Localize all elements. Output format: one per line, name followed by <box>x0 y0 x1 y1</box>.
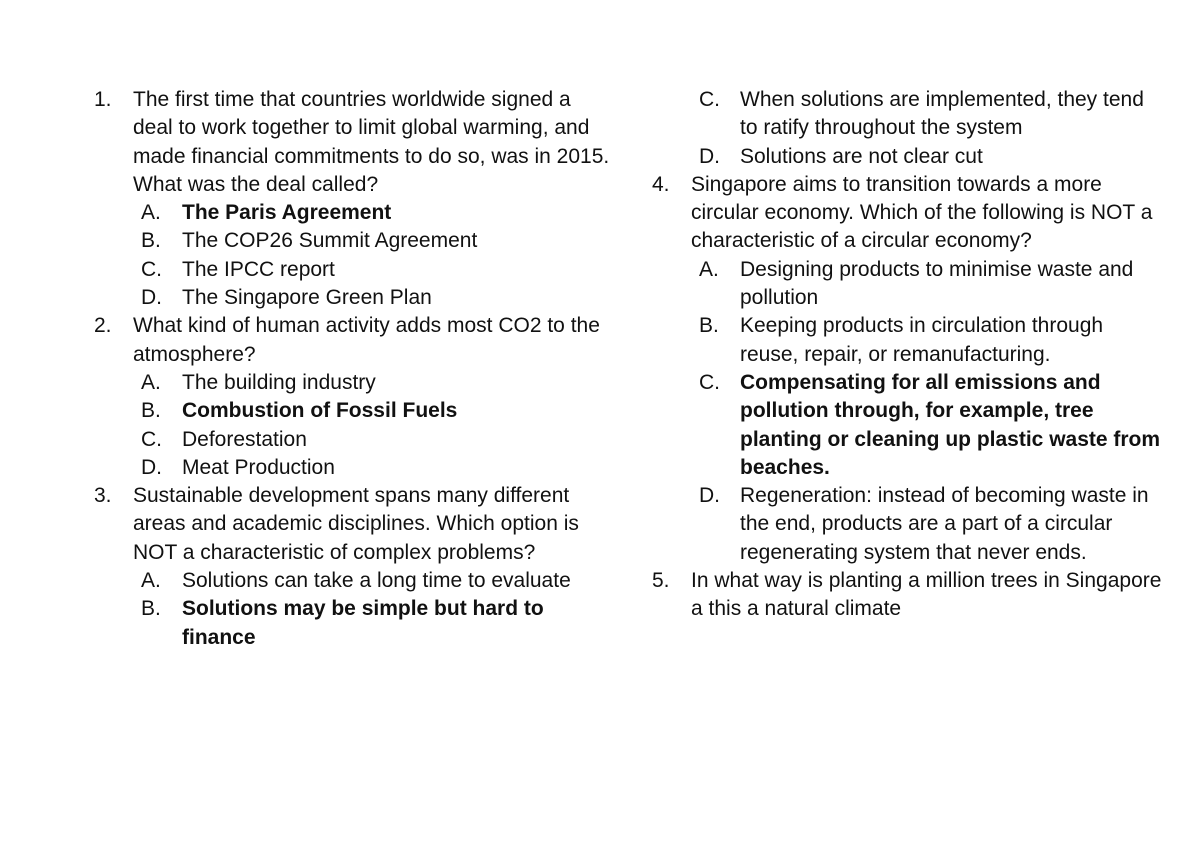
option-letter: D. <box>141 286 162 310</box>
q3-option-a <box>141 567 614 595</box>
q1-option-c <box>141 256 614 284</box>
option-letter: B. <box>141 399 161 423</box>
option-text: Deforestation <box>182 427 307 451</box>
question-4 <box>652 171 1162 256</box>
option-letter: A. <box>141 569 161 593</box>
question-text: What kind of human activity adds most CO2 to the atmosphere? <box>133 314 600 366</box>
right-column <box>652 86 1162 624</box>
question-number: 1. <box>94 88 112 111</box>
option-text: When solutions are implemented, they tend to ratify throughout the system <box>740 88 1144 140</box>
q1-option-b <box>141 227 614 255</box>
option-text: Meat Production <box>182 455 335 479</box>
question-text: The first time that countries worldwide signed a deal to work together to limit global warming, and made financial commitments to do so, was in 2015. What was the deal called? <box>133 88 610 196</box>
q3-option-b <box>141 595 614 652</box>
option-text: Solutions may be simple but hard to finance <box>182 597 544 649</box>
option-text: Combustion of Fossil Fuels <box>182 399 458 423</box>
left-column <box>94 86 614 652</box>
option-letter: B. <box>141 229 161 253</box>
option-letter: D. <box>141 455 162 479</box>
option-text: Designing products to minimise waste and pollution <box>740 257 1134 310</box>
q4-option-c <box>699 369 1162 482</box>
q2-option-c <box>141 426 614 454</box>
option-letter: D. <box>699 484 720 508</box>
option-letter: C. <box>699 370 720 394</box>
option-text: Compensating for all emissions and pollution through, for example, tree planting or cleaning up plastic waste from beaches. <box>740 370 1161 479</box>
option-text: Solutions are not clear cut <box>740 144 983 168</box>
option-letter: D. <box>699 144 720 168</box>
question-text: Sustainable development spans many different areas and academic disciplines. Which option is NOT a characteristic of complex problems? <box>133 484 579 564</box>
option-letter: B. <box>699 314 719 338</box>
option-text: The Paris Agreement <box>182 201 392 225</box>
option-text: The Singapore Green Plan <box>182 286 432 310</box>
q4-option-a <box>699 256 1162 313</box>
question-text: In what way is planting a million trees in Singapore a this a natural climate <box>691 569 1162 621</box>
option-text: The COP26 Summit Agreement <box>182 229 478 253</box>
q2-option-a <box>141 369 614 397</box>
q1-option-d <box>141 284 614 312</box>
option-letter: C. <box>699 88 720 111</box>
question-2 <box>94 312 614 369</box>
option-text: The building industry <box>182 370 376 394</box>
option-letter: B. <box>141 597 161 621</box>
question-number: 5. <box>652 569 670 593</box>
question-5 <box>652 567 1162 624</box>
question-number: 4. <box>652 172 670 196</box>
q2-option-d <box>141 454 614 482</box>
option-text: The IPCC report <box>182 257 335 281</box>
option-letter: A. <box>141 370 161 394</box>
option-text: Keeping products in circulation through reuse, repair, or remanufacturing. <box>740 314 1104 366</box>
option-letter: C. <box>141 257 162 281</box>
option-text: Regeneration: instead of becoming waste in the end, products are a part of a circular regenerating system that never ends. <box>740 484 1149 564</box>
question-3 <box>94 482 614 567</box>
option-text: Solutions can take a long time to evaluate <box>182 569 571 593</box>
q2-option-b <box>141 397 614 425</box>
question-text: Singapore aims to transition towards a more circular economy. Which of the following is NOT a characteristic of a circular economy? <box>691 172 1153 253</box>
q4-option-b <box>699 312 1162 369</box>
option-letter: A. <box>141 201 161 225</box>
option-letter: A. <box>699 257 719 281</box>
question-1 <box>94 86 614 199</box>
option-letter: C. <box>141 427 162 451</box>
question-number: 3. <box>94 484 112 508</box>
q4-option-d <box>699 482 1162 567</box>
q1-option-a <box>141 199 614 227</box>
q3-option-c <box>699 86 1162 143</box>
q3-option-d <box>699 143 1162 171</box>
question-number: 2. <box>94 314 112 338</box>
